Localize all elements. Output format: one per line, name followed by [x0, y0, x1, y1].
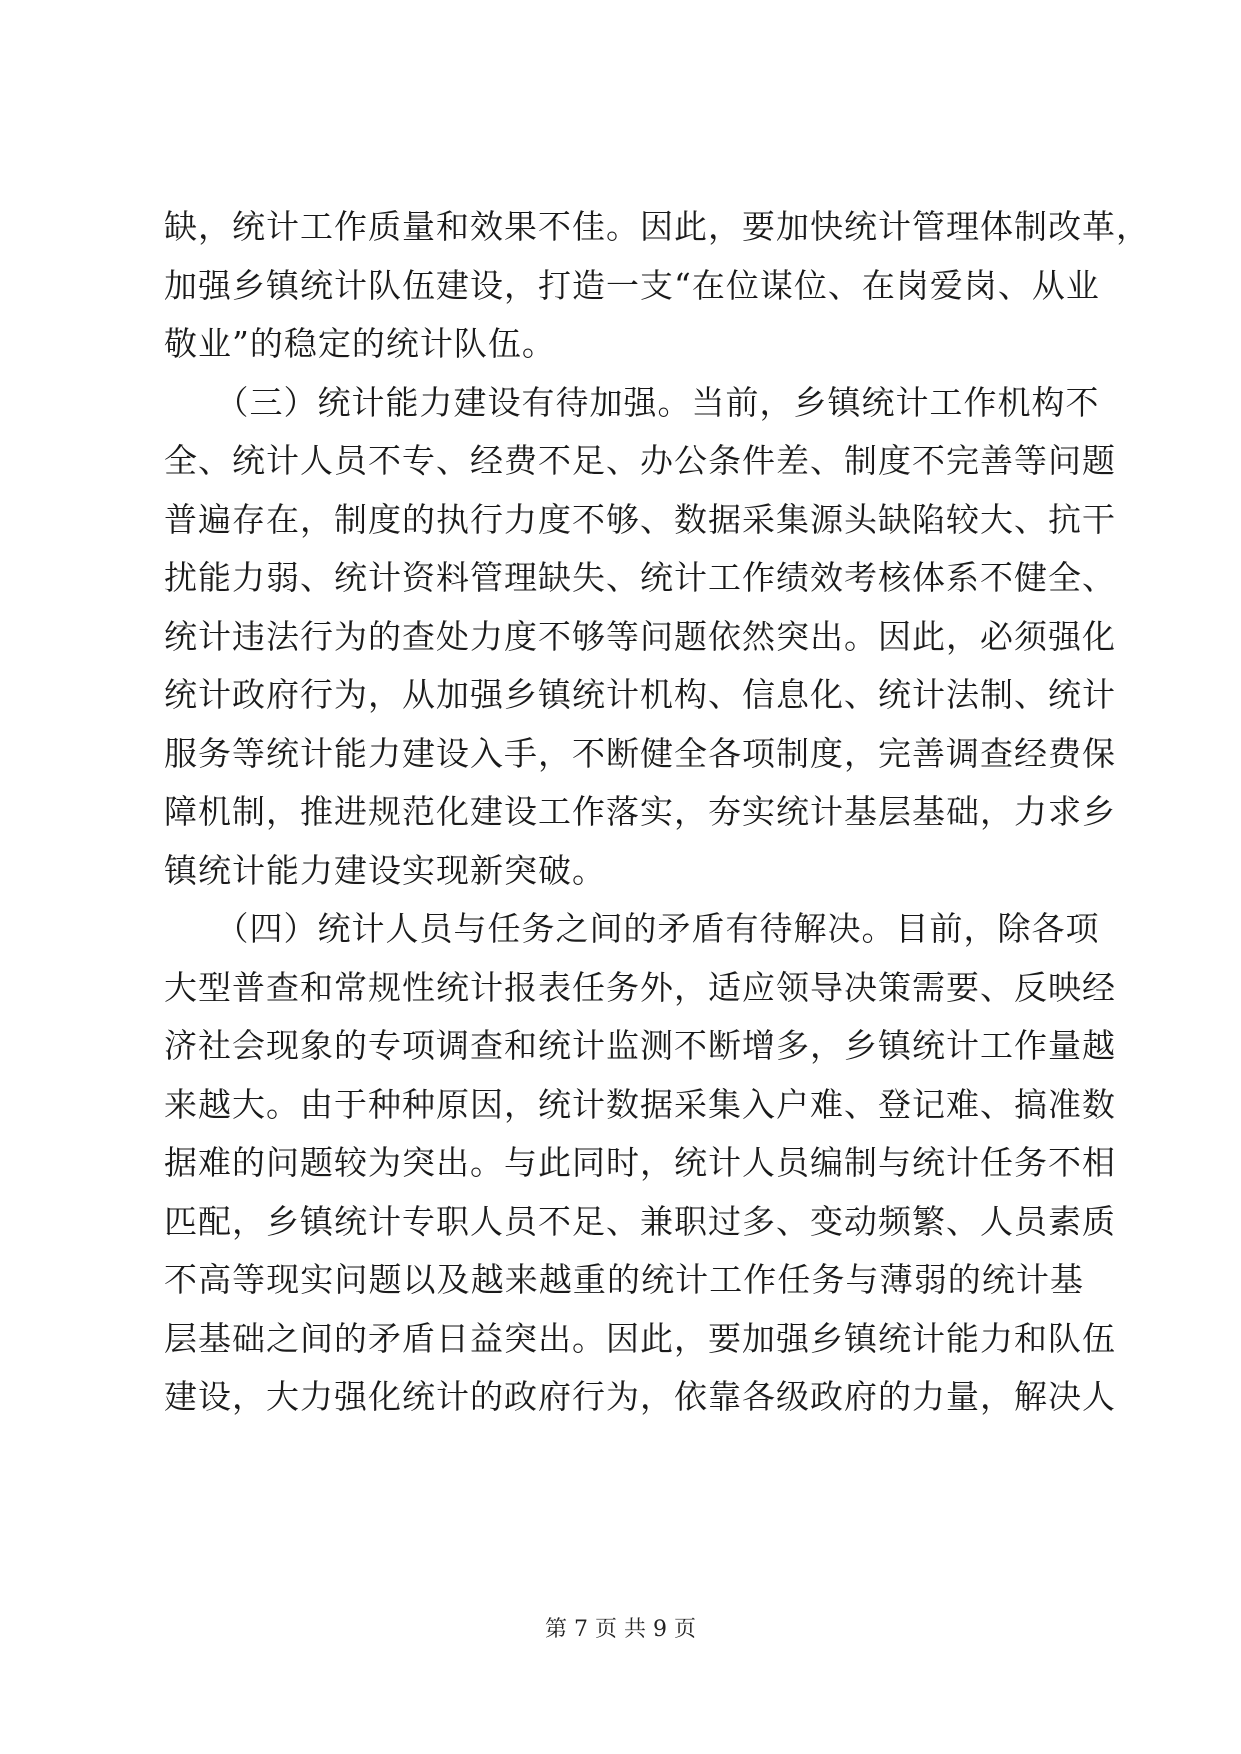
text-line: 济社会现象的专项调查和统计监测不断增多，乡镇统计工作量越	[164, 1026, 1116, 1065]
text-line: 普遍存在，制度的执行力度不够、数据采集源头缺陷较大、抗干	[164, 499, 1116, 539]
text-line: 据难的问题较为突出。与此同时，统计人员编制与统计任务不相	[164, 1143, 1116, 1182]
text-line: （三）统计能力建设有待加强。当前，乡镇统计工作机构不	[164, 382, 1100, 422]
text-line: 加强乡镇统计队伍建设，打造一支“在位谋位、在岗爱岗、从业	[164, 265, 1100, 305]
text-line: 不高等现实问题以及越来越重的统计工作任务与薄弱的统计基	[164, 1260, 1084, 1299]
text-line: 扰能力弱、统计资料管理缺失、统计工作绩效考核体系不健全、	[164, 558, 1116, 597]
text-line: 层基础之间的矛盾日益突出。因此，要加强乡镇统计能力和队伍	[164, 1318, 1116, 1358]
text-line: 镇统计能力建设实现新突破。	[164, 850, 606, 890]
body-text	[164, 198, 1150, 1427]
text-line: 全、统计人员不专、经费不足、办公条件差、制度不完善等问题	[164, 441, 1116, 480]
text-line: 来越大。由于种种原因，统计数据采集入户难、登记难、搞准数	[164, 1084, 1116, 1124]
text-line: 障机制，推进规范化建设工作落实，夯实统计基层基础，力求乡	[164, 792, 1116, 831]
text-line: 服务等统计能力建设入手，不断健全各项制度，完善调查经费保	[164, 733, 1116, 773]
text-line: （四）统计人员与任务之间的矛盾有待解决。目前，除各项	[164, 909, 1100, 948]
text-line: 匹配，乡镇统计专职人员不足、兼职过多、变动频繁、人员素质	[164, 1201, 1116, 1241]
text-line: 大型普查和常规性统计报表任务外，适应领导决策需要、反映经	[164, 967, 1116, 1007]
page-number-label: 第 7 页 共 9 页	[545, 1617, 696, 1642]
text-line: 统计违法行为的查处力度不够等问题依然突出。因此，必须强化	[164, 616, 1116, 656]
text-line: 缺，统计工作质量和效果不佳。因此，要加快统计管理体制改革，	[164, 207, 1150, 246]
text-line: 建设，大力强化统计的政府行为，依靠各级政府的力量，解决人	[164, 1377, 1116, 1416]
page-footer	[0, 1612, 1241, 1643]
text-line: 统计政府行为，从加强乡镇统计机构、信息化、统计法制、统计	[164, 675, 1116, 714]
text-line: 敬业”的稳定的统计队伍。	[164, 324, 556, 363]
